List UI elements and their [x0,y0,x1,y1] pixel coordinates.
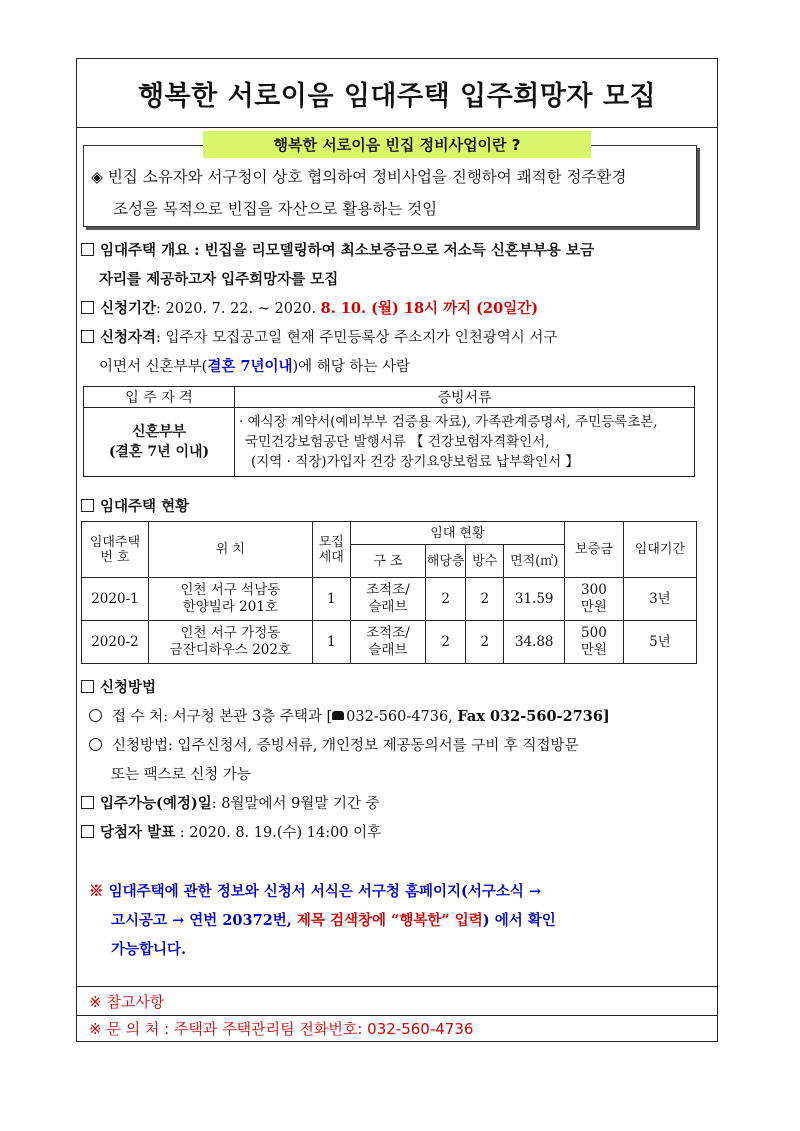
col-location: 위 치 [148,522,312,578]
checkbox-icon [81,301,94,314]
intro-line-2: 조성을 목적으로 빈집을 자산으로 활용하는 것임 [113,200,438,218]
cell-count: 1 [312,578,350,621]
period-text: : 2020. 7. 22. ~ 2020. [156,301,321,317]
cell-structure [350,621,425,664]
move-in-line [81,792,380,813]
col-lease-period: 임대기간 [623,522,696,578]
req-col-documents: 증빙서류 [235,387,695,408]
reference-row [77,986,717,1016]
col-count: 모집 세대 [312,522,350,578]
housing-table [81,521,697,664]
cell-structure-2: 슬래브 [368,599,408,615]
req-doc-1: · 예식장 계약서(예비부부 검증용 자료), 가족관계증명서, 주민등록초본, [239,414,658,430]
method-how-1 [89,734,579,755]
req-doc-3: (지역 · 직장)가입자 건강 장기요양보험료 납부확인서 】 [251,454,579,470]
cell-location-2: 한양빌라 201호 [182,599,278,615]
checkbox-icon [81,243,94,256]
cell-area: 34.88 [504,621,565,664]
phone-icon [332,711,344,720]
cell-location [148,621,312,664]
eligibility-text-2b: )에 해당 하는 사람 [292,359,411,375]
cell-rooms: 2 [466,578,504,621]
cell-period: 5년 [623,621,696,664]
cell-deposit [565,621,624,664]
overview-text-1: 빈집을 리모델링하여 최소보증금으로 저소득 신혼부부용 보금 [204,242,594,259]
period-label: 신청기간 [100,300,157,317]
notice-document [76,58,718,1042]
notice-block [89,877,556,964]
method-heading-label: 신청방법 [100,679,157,696]
method-how-2: 또는 팩스로 신청 가능 [111,767,251,783]
method-how-text-1: 신청방법: 입주신청서, 증빙서류, 개인정보 제공동의서를 구비 후 직접방문 [112,738,579,754]
req-qual-2: (결혼 7년 이내) [108,444,210,460]
cell-deposit-1: 300 [581,582,607,598]
checkbox-icon [81,680,94,693]
period-line [81,297,538,318]
intro-text [91,161,691,225]
announce-label: 당첨자 발표 [100,824,176,841]
cell-structure-1: 조적조/ [366,582,410,598]
page-title: 행복한 서로이음 임대주택 입주희망자 모집 [137,80,657,112]
eligibility-line-1 [81,326,557,347]
overview-line-2: 자리를 제공하고자 입주희망자를 모집 [99,271,339,288]
cell-location-1: 인천 서구 가정동 [180,625,281,641]
req-qualification-cell [84,408,235,477]
move-in-label: 입주가능(예정)일 [100,795,212,812]
checkbox-icon [81,825,94,838]
col-deposit: 보증금 [565,522,624,578]
eligibility-label: 신청자격 [100,329,157,346]
cell-area: 31.59 [504,578,565,621]
circle-bullet-icon [89,709,102,722]
overview-line-1 [81,239,594,260]
checkbox-icon [81,330,94,343]
eligibility-line-2 [81,355,410,376]
cell-structure [350,578,425,621]
intro-line-1: 빈집 소유자와 서구청이 상호 협의하여 정비사업을 진행하여 쾌적한 정주환경 [107,168,627,186]
cell-floor: 2 [426,578,466,621]
cell-no: 2020-1 [82,578,149,621]
notice-line-2a: 고시공고 → 연번 20372번, [111,912,297,929]
cell-deposit [565,578,624,621]
req-doc-2: 국민건강보험공단 발행서류 【 건강보험자격확인서, [245,434,550,450]
cell-structure-2: 슬래브 [368,642,408,658]
cell-deposit-2: 만원 [580,599,607,615]
contact-row [77,1014,717,1042]
checkbox-icon [81,796,94,809]
req-col-qualification: 입 주 자 격 [84,387,235,408]
col-area: 면적(㎡) [504,545,565,578]
notice-line-3: 가능합니다. [111,941,187,958]
col-house-no: 임대주택 번 호 [82,522,149,578]
announce-text: : 2020. 8. 19.(수) 14:00 이후 [175,825,382,841]
reception-phone: 032-560-4736, [346,709,458,725]
cell-deposit-1: 500 [581,625,607,641]
cell-deposit-2: 만원 [580,642,607,658]
col-lease-status: 임대 현황 [350,522,564,545]
cell-location-2: 금잔디하우스 202호 [169,642,292,658]
period-deadline: 8. 10. (월) 18시 까지 (20일간) [320,300,539,317]
intro-heading: 행복한 서로이음 빈집 정비사업이란 ? [203,131,591,158]
reception-text: 접 수 처: 서구청 본관 3층 주택과 [ [112,709,333,725]
eligibility-marriage: 결혼 7년이내 [207,358,293,375]
checkbox-icon [81,499,94,512]
circle-bullet-icon [89,738,102,751]
move-in-text: : 8월말에서 9월말 기간 중 [211,796,380,812]
status-heading [81,495,189,516]
diamond-bullet-icon: ◈ [91,168,103,186]
cell-period: 3년 [623,578,696,621]
cell-no: 2020-2 [82,621,149,664]
col-rooms: 방수 [466,545,504,578]
notice-line-1: 임대주택에 관한 정보와 신청서 서식은 서구청 홈페이지(서구소식 → [108,883,542,900]
notice-line-2b: ) 에서 확인 [482,912,556,929]
table-row [82,621,697,664]
req-documents-cell [235,408,695,477]
cell-count: 1 [312,621,350,664]
reception-fax: Fax 032-560-2736] [457,708,610,725]
eligibility-text-2a: 이면서 신혼부부( [99,359,208,375]
overview-label: 임대주택 개요 : [100,242,205,259]
table-row [82,578,697,621]
cell-structure-1: 조적조/ [366,625,410,641]
requirements-table [83,386,695,477]
notice-mark: ※ [89,883,104,900]
req-qual-1: 신혼부부 [131,424,187,440]
method-reception [89,705,610,726]
col-structure: 구 조 [350,545,425,578]
col-floor: 해당층 [426,545,466,578]
eligibility-text-1: : 입주자 모집공고일 현재 주민등록상 주소지가 인천광역시 서구 [156,330,558,346]
reference-label: ※ 참고사항 [89,993,165,1011]
contact-text: ※ 문 의 처 : 주택과 주택관리팀 전화번호: 032-560-4736 [89,1020,474,1038]
cell-location-1: 인천 서구 석남동 [180,582,281,598]
announce-line [81,821,381,842]
cell-location [148,578,312,621]
notice-search-hint: 제목 검색창에 “행복한” 입력 [296,912,483,929]
status-heading-label: 임대주택 현황 [100,498,190,515]
cell-rooms: 2 [466,621,504,664]
cell-floor: 2 [426,621,466,664]
method-heading [81,676,156,697]
title-box [77,59,717,128]
